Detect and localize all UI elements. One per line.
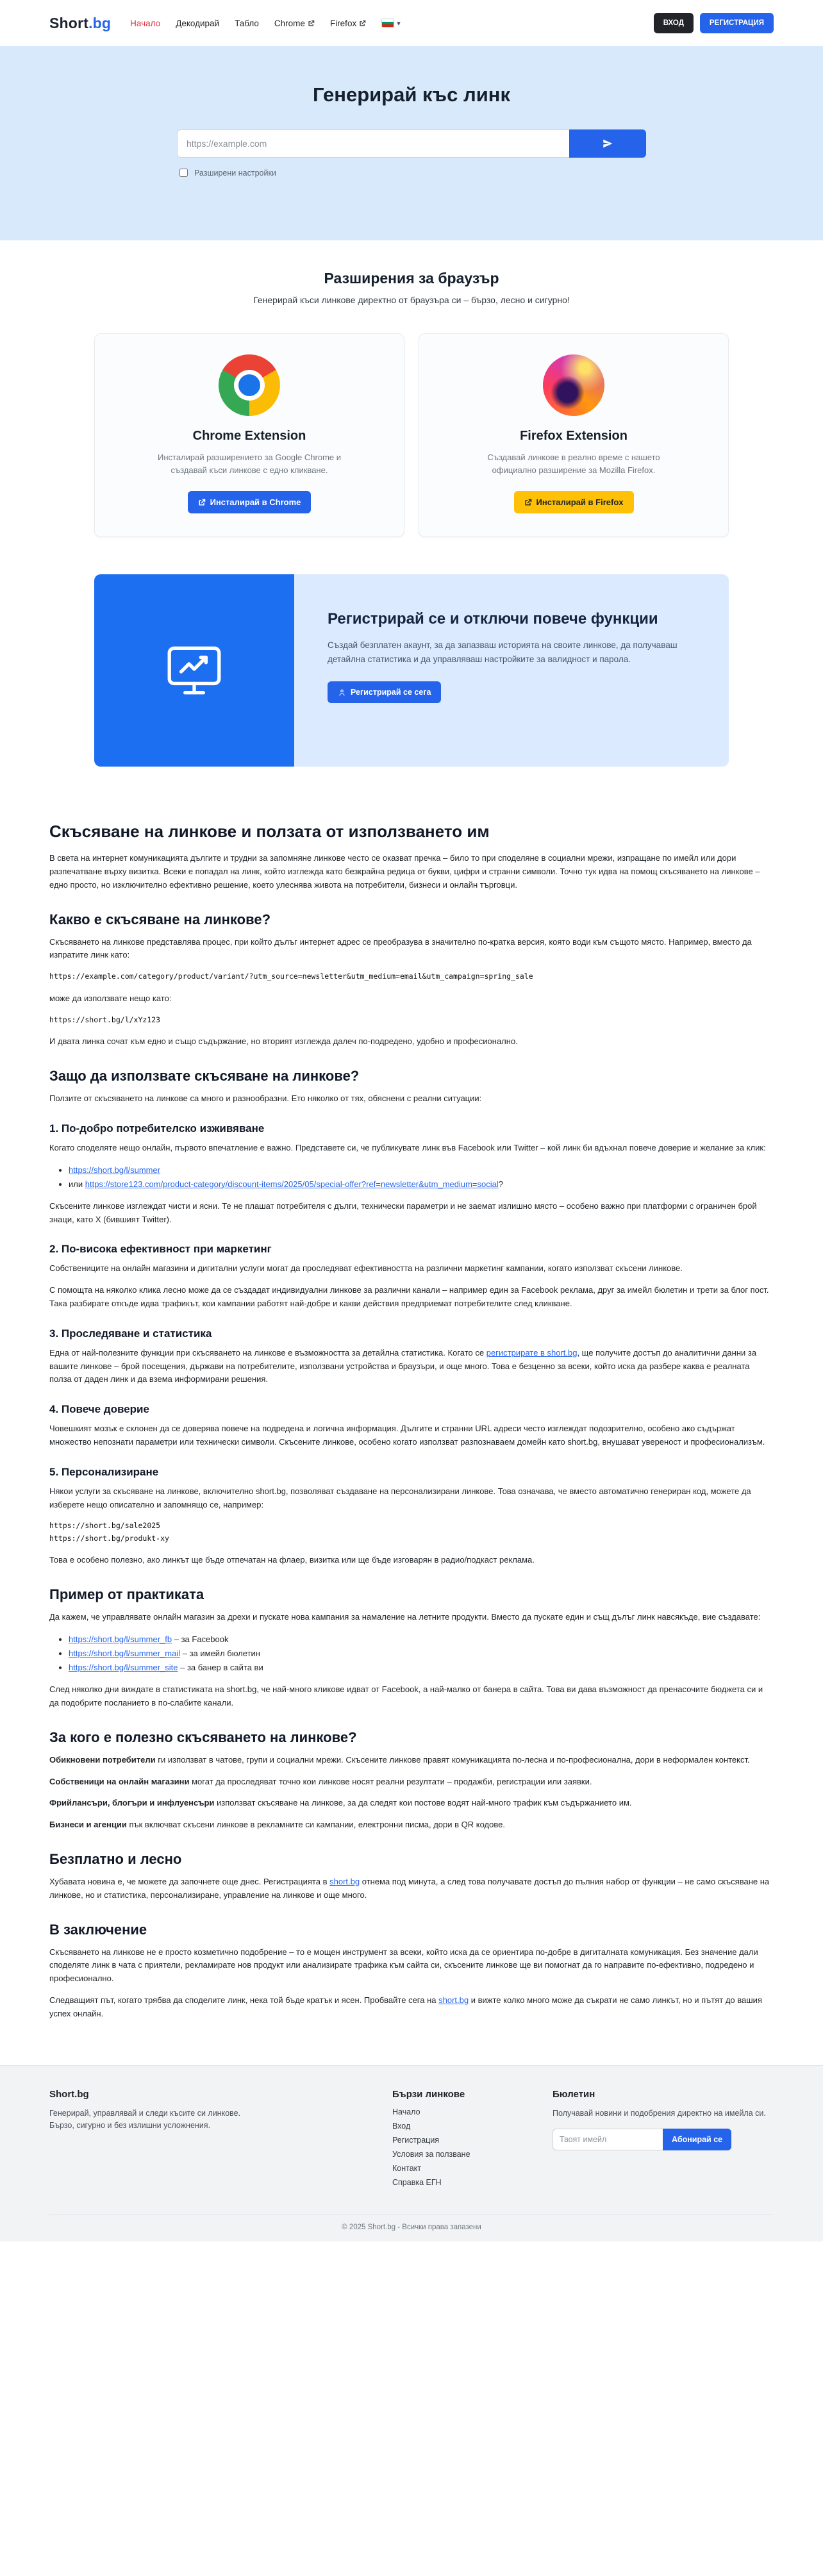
list-item — [69, 1661, 774, 1675]
footer-link-register[interactable]: Регистрация — [392, 2135, 440, 2145]
code-line: https://short.bg/produkt-xy — [49, 1533, 169, 1543]
footer-brand-text: Генерирай, управлявай и следи късите си линкове. Бързо, сигурно и без излишни усложнения. — [49, 2108, 241, 2130]
external-link-icon — [198, 499, 206, 506]
paragraph-text: отнема под минута, а след това получавате достъп до пълния набор от функции – не само скъсяване на линкове, но и статистика, персонализиране, управление на линкове и още много. — [49, 1877, 770, 1900]
section-heading-audience: За кого е полезно скъсяването на линкове? — [49, 1729, 357, 1745]
firefox-card-title: Firefox Extension — [520, 429, 628, 443]
main-nav — [130, 19, 401, 28]
logo[interactable] — [49, 15, 111, 32]
list-item-text: или — [69, 1179, 85, 1189]
section-heading-what: Какво е скъсяване на линкове? — [49, 911, 271, 927]
external-link-icon — [359, 20, 366, 27]
article-paragraph — [49, 1994, 774, 2021]
section-heading-why: Защо да използвате скъсяване на линкове? — [49, 1067, 360, 1084]
install-firefox-label: Инсталирай в Firefox — [536, 497, 624, 508]
article-paragraph: Когато споделяте нещо онлайн, първото впечатление е важно. Представете си, че публикувате линк във Facebook или Twitter – кой линк би вдъхнал повече доверие и желание за клик: — [49, 1142, 766, 1152]
nav-item-firefox-label: Firefox — [329, 18, 357, 28]
code-line: https://short.bg/sale2025 — [49, 1521, 161, 1531]
section-heading-example: Пример от практиката — [49, 1586, 204, 1603]
register-button[interactable]: РЕГИСТРАЦИЯ — [700, 13, 774, 33]
nav-item-chrome-label: Chrome — [274, 18, 305, 28]
footer-link-contact[interactable]: Контакт — [392, 2163, 422, 2173]
article-title: Скъсяване на линкове и ползата от използването им — [49, 822, 490, 842]
cta-register-label: Регистрирай се сега — [351, 688, 431, 697]
nav-item-dashboard[interactable]: Табло — [235, 18, 259, 28]
bold-lead: Обикновени потребители — [49, 1754, 156, 1765]
cta-text: Създай безплатен акаунт, за да запазваш историята на своите линкове, да получаваш детайлна статистика и да управляваш настройките за валидност и парола. — [328, 640, 678, 664]
newsletter-subscribe-button[interactable]: Абонирай се — [663, 2129, 731, 2150]
shorten-form — [177, 129, 646, 158]
send-icon — [602, 138, 613, 149]
article-paragraph: може да използвате нещо като: — [49, 993, 172, 1003]
paragraph-text: ги използват в чатове, групи и социални мрежи. Скъсените линкове правят комуникацията по-лесна и по-професионална, дори в неформален контекст. — [155, 1754, 750, 1765]
footer-newsletter-text: Получавай новини и подобрения директно на имейла си. — [553, 2108, 766, 2118]
short-link[interactable]: https://short.bg/l/summer_mail — [69, 1649, 181, 1659]
short-link[interactable]: https://short.bg/l/summer_fb — [69, 1634, 172, 1644]
article-paragraph: След няколко дни виждате в статистиката на short.bg, че най-много кликове идват от Facebook, а най-малко от банера в сайта. Това ви дава възможност да пренасочите бюджета си и да подобрите посланието в по-слабите канали. — [49, 1684, 763, 1708]
benefit-heading-4: 4. Повече доверие — [49, 1403, 149, 1416]
article-paragraph: Някои услуги за скъсяване на линкове, включително short.bg, позволяват създаване на персонализирани линкове. Това означава, че вместо автоматично генериран код, можете да изберете нещо описателно и запомнящо се, например: — [49, 1486, 751, 1509]
list-item — [69, 1647, 774, 1661]
nav-item-firefox[interactable] — [330, 19, 366, 28]
extensions-subtitle: Генерирай къси линкове директно от браузъра си – бързо, лесно и сигурно! — [253, 295, 570, 305]
article-paragraph — [49, 1875, 774, 1902]
footer-link-home[interactable]: Начало — [392, 2107, 420, 2116]
short-link[interactable]: https://short.bg/l/summer — [69, 1165, 161, 1175]
article-paragraph: Скъсените линкове изглеждат чисти и ясни. Те не плашат потребителя с дълги, технически параметри и не заемат излишно място – особено важно при платформи с ограничен брой знаци, като X (бившият Twitter). — [49, 1201, 757, 1224]
footer-link-login[interactable]: Вход — [392, 2121, 411, 2131]
article-paragraph: И двата линка сочат към едно и също съдържание, но вторият изглежда далеч по-подредено, удобно и професионално. — [49, 1036, 518, 1047]
list-item — [69, 1177, 774, 1192]
shortbg-inline-link[interactable]: short.bg — [438, 1995, 469, 2006]
bold-lead: Фрийлансъри, блогъри и инфлуенсъри — [49, 1798, 215, 1808]
footer-quicklinks — [392, 2107, 546, 2187]
benefit-heading-1: 1. По-добро потребителско изживяване — [49, 1122, 265, 1134]
article-paragraph: Ползите от скъсяването на линкове са много и разнообразни. Ето няколко от тях, обяснени с реални ситуации: — [49, 1093, 482, 1103]
newsletter-form — [553, 2129, 774, 2150]
footer-link-terms[interactable]: Условия за ползване — [392, 2149, 470, 2159]
benefit-heading-5: 5. Персонализиране — [49, 1465, 159, 1478]
advanced-settings — [177, 167, 646, 179]
chevron-down-icon: ▾ — [397, 19, 401, 28]
cta-title: Регистрирай се и отключи повече функции — [328, 610, 658, 628]
cta-register-button[interactable] — [328, 681, 441, 703]
footer-brand-column — [49, 2089, 242, 2192]
shortbg-inline-link[interactable]: short.bg — [329, 1877, 360, 1887]
install-chrome-label: Инсталирай в Chrome — [210, 497, 301, 508]
external-link-icon — [308, 20, 315, 27]
cta-illustration-panel — [94, 574, 294, 767]
newsletter-email-input[interactable] — [553, 2129, 663, 2150]
footer-quicklinks-title: Бързи линкове — [392, 2088, 465, 2100]
advanced-settings-checkbox[interactable] — [179, 169, 188, 177]
header-actions — [654, 13, 774, 33]
paragraph-text: Следващият път, когато трябва да споделите линк, нека той бъде кратък и ясен. Пробвайте сега на — [49, 1995, 439, 2006]
benefit-heading-3: 3. Проследяване и статистика — [49, 1327, 212, 1340]
extensions-title: Разширения за браузър — [324, 270, 499, 287]
advanced-settings-label: Разширени настройки — [194, 168, 276, 178]
article-paragraph — [49, 1347, 774, 1386]
article-paragraph — [49, 1818, 774, 1832]
example-links-list — [49, 1633, 774, 1675]
logo-text-accent: .bg — [88, 14, 112, 31]
chrome-card-text: Инсталирай разширението за Google Chrome и създавай къси линкове с едно кликване. — [158, 453, 341, 476]
section-heading-conclusion: В заключение — [49, 1921, 147, 1938]
code-long-url: https://example.com/category/product/variant/?utm_source=newsletter&utm_medium=email&utm_campaign=spring_sale — [49, 972, 533, 981]
firefox-logo-icon — [543, 354, 604, 416]
link-compare-list — [49, 1163, 774, 1192]
article-paragraph: С помощта на няколко клика лесно може да се създадат индивидуални линкове за различни канали – например един за Facebook реклама, друг за имейл бюлетин и трети за блог пост. Така разбирате откъде идва трафикът, кои кампании работят най-добре и какви действия предприемат потребителите след кликване. — [49, 1285, 769, 1308]
article-paragraph: Да кажем, че управлявате онлайн магазин за дрехи и пускате нова кампания за намаление на летните продукти. Вместо да пускате един и същ дълъг линк навсякъде, вие създавате: — [49, 1612, 761, 1622]
benefit-heading-2: 2. По-висока ефективност при маркетинг — [49, 1243, 272, 1256]
article-paragraph — [49, 1797, 774, 1810]
list-item-text: ? — [498, 1179, 503, 1189]
firefox-card-text: Създавай линкове в реално време с нашето официално разширение за Mozilla Firefox. — [487, 453, 660, 476]
short-link[interactable]: https://short.bg/l/summer_site — [69, 1663, 178, 1673]
article-paragraph — [49, 1775, 774, 1789]
paragraph-text: Хубавата новина е, че можете да започнете още днес. Регистрацията в — [49, 1877, 330, 1887]
paragraph-text: , ще получите достъп до аналитични данни за вашите линкове – брой посещения, държави на потребителите, използвани устройства и браузъри, и още много. Това е безценно за всеки, който иска да разбере каква е реалната полза от даден линк и да взема информирани решения. — [49, 1347, 757, 1384]
chrome-card-title: Chrome Extension — [192, 429, 306, 443]
logo-text-dark: Short — [49, 14, 89, 31]
chrome-extension-card — [94, 333, 404, 537]
footer-brand-title: Short.bg — [49, 2088, 89, 2100]
list-item-text: – за банер в сайта ви — [178, 1663, 263, 1673]
article-paragraph: Скъсяването на линкове представлява процес, при който дълъг интернет адрес се преобразува в значително по-кратка версия, която води към същото място. Например, вместо да изпратите линк като: — [49, 936, 752, 960]
bold-lead: Собственици на онлайн магазини — [49, 1776, 190, 1786]
footer-link-egn[interactable]: Справка ЕГН — [392, 2177, 442, 2187]
monitor-chart-icon — [163, 639, 226, 702]
copyright: © 2025 Short.bg - Всички права запазени — [49, 2214, 774, 2231]
install-firefox-button[interactable] — [514, 491, 634, 513]
header — [0, 0, 823, 46]
url-input[interactable] — [177, 129, 569, 158]
footer-newsletter-column — [546, 2089, 774, 2192]
list-item — [69, 1163, 774, 1177]
article-paragraph: Човешкият мозък е склонен да се доверява повече на подредена и логична информация. Дългите и странни URL адреси често изглеждат подозрително, особено ако съдържат множество непознати параметри или технически символи. Скъсените линкове, особено когато използват разпознаваем домейн като short.bg, внушават увереност и професионализъм. — [49, 1424, 765, 1447]
paragraph-text: Една от най-полезните функции при скъсяването на линкове е възможността за детайлна статистика. Когато се — [49, 1347, 486, 1358]
article-paragraph — [49, 1754, 774, 1767]
paragraph-text: могат да проследяват точно кои линкове носят реални резултати – продажби, регистрации или заявки. — [189, 1776, 592, 1786]
paragraph-text: пък включват скъсени линкове в рекламните си кампании, електронни писма, дори в QR кодове. — [126, 1820, 505, 1830]
list-item — [69, 1633, 774, 1647]
hero-section — [0, 46, 823, 240]
nav-item-decode[interactable]: Декодирай — [176, 18, 220, 28]
install-chrome-button[interactable] — [188, 491, 312, 513]
cta-content — [294, 574, 729, 767]
external-link-icon — [524, 499, 532, 506]
long-link[interactable]: https://store123.com/product-category/discount-items/2025/05/special-offer?ref=newsletter&utm_medium=social — [85, 1179, 499, 1189]
article-paragraph: Собствениците на онлайн магазини и дигитални услуги могат да проследяват ефективността на различни маркетинг кампании, когато използват скъсени линкове. — [49, 1263, 683, 1274]
bulgarian-flag-icon — [381, 19, 394, 28]
article-paragraph: Скъсяването на линкове не е просто козметично подобрение – то е мощен инструмент за всеки, който иска да се ориентира по-добре в дигиталната комуникация. Без значение дали споделяте линк в чата с приятели, рекламирате нов продукт или анализирате трафика към сайта си, скъсените линкове ще ви помогнат да го направите по-ефективно, подредено и професионално. — [49, 1947, 758, 1984]
person-icon — [338, 688, 346, 697]
footer-quicklinks-column — [392, 2089, 546, 2192]
footer — [0, 2065, 823, 2241]
extensions-section — [0, 240, 823, 556]
paragraph-text: и вижте колко много може да съкрати не само линкът, но и пътят до вашия успех онлайн. — [49, 1995, 762, 2018]
article — [49, 796, 774, 2065]
bold-lead: Бизнеси и агенции — [49, 1820, 127, 1830]
nav-item-home[interactable]: Начало — [130, 18, 161, 28]
article-paragraph: В света на интернет комуникацията дългите и трудни за запомняне линкове често се оказват пречка – било то при споделяне в социални мрежи, изпращане по имейл или дори разпечатване върху визитка. Всеки е попадал на линк, който изглежда като безкрайна редица от букви, цифри и странни символи. Точно тук идва на помощ скъсяването на линкове – едно просто, но изключително ефективно решение, което улеснява живота на потребители, бизнеси и онлайн търговци. — [49, 853, 760, 890]
footer-newsletter-title: Бюлетин — [553, 2088, 595, 2100]
article-paragraph: Това е особено полезно, ако линкът ще бъде отпечатан на флаер, визитка или ще бъде изговарян в радио/подкаст реклама. — [49, 1555, 535, 1565]
shorten-submit-button[interactable] — [569, 129, 646, 158]
register-inline-link[interactable]: регистрирате в short.bg — [486, 1347, 578, 1358]
code-custom-links — [49, 1520, 774, 1545]
nav-item-chrome[interactable] — [274, 19, 315, 28]
paragraph-text: използват скъсяване на линкове, за да следят кои постове водят най-много трафик към съдържанието им. — [214, 1798, 632, 1808]
list-item-text: – за имейл бюлетин — [180, 1649, 260, 1659]
language-selector[interactable] — [381, 19, 401, 28]
register-cta-section — [94, 574, 729, 767]
list-item-text: – за Facebook — [172, 1634, 229, 1644]
chrome-logo-icon — [219, 354, 280, 416]
section-heading-free: Безплатно и лесно — [49, 1851, 182, 1868]
firefox-extension-card — [419, 333, 729, 537]
login-button[interactable]: ВХОД — [654, 13, 694, 33]
code-short-url: https://short.bg/l/xYz123 — [49, 1015, 161, 1024]
hero-title: Генерирай къс линк — [312, 83, 510, 106]
